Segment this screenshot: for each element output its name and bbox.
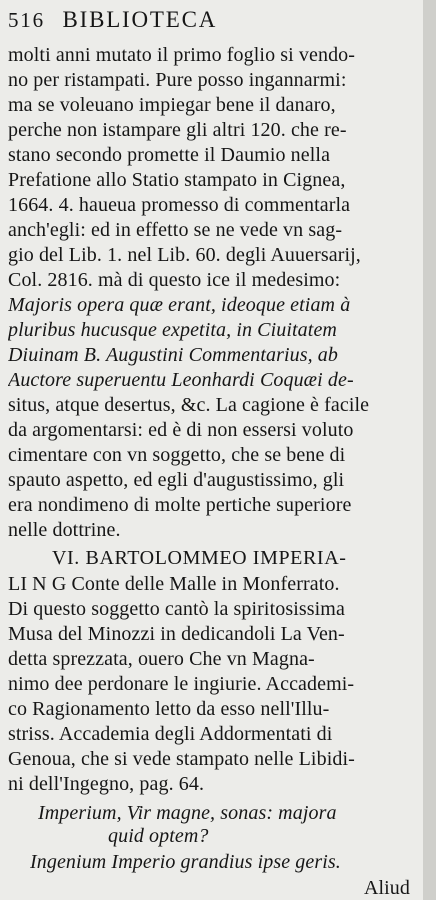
verse-line: Imperium, Vir magne, sonas: majora	[38, 802, 337, 824]
text-line: co Ragionamento letto da esso nell'Illu-	[8, 698, 330, 720]
latin-quote-line: Auctore superuentu Leonhardi Coquæi de-	[8, 369, 354, 391]
text-line: spauto aspetto, ed egli d'augustissimo, gli	[8, 469, 345, 491]
latin-quote-line: Majoris opera quæ erant, ideoque etiam à	[8, 294, 351, 316]
text-line: nelle dottrine.	[8, 519, 121, 541]
text-line: nimo dee perdonare le ingiurie. Accademi-	[8, 673, 355, 695]
text-line: Col. 2816. mà di questo ice il medesimo:	[8, 269, 341, 291]
verse-line: Ingenium Imperio grandius ipse geris.	[30, 851, 341, 873]
text-line: perche non istampare gli altri 120. che re-	[8, 119, 347, 141]
text-line: detta sprezzata, ouero Che vn Magna-	[8, 648, 315, 670]
latin-quote-line: pluribus hucusque expetita, in Ciuitatem	[8, 319, 337, 341]
text-line: Genoua, che si vede stampato nelle Libidi-	[8, 748, 355, 770]
running-header	[8, 8, 436, 32]
text-line: Musa del Minozzi in dedicandoli La Ven-	[8, 623, 345, 645]
verse-line: quid optem?	[108, 825, 209, 847]
text-line: 1664. 4. haueua promesso di commentarla	[8, 194, 351, 216]
text-line: da argomentarsi: ed è di non essersi voluto	[8, 419, 354, 441]
page-number: 516	[8, 8, 45, 32]
text-line: anch'egli: ed in effetto se ne vede vn sag-	[8, 219, 343, 241]
running-title: BIBLIOTECA	[62, 8, 218, 32]
text-line: situs, atque desertus, &c. La cagione è facile	[8, 394, 370, 416]
latin-quote-line: Diuinam B. Augustini Commentarius, ab	[8, 344, 339, 366]
text-line: Di questo soggetto cantò la spiritosissima	[8, 598, 345, 620]
text-line: era nondimeno di molte pertiche superiore	[8, 494, 352, 516]
text-line: cimentare con vn soggetto, che se bene di	[8, 444, 346, 466]
text-line: LI N G Conte delle Malle in Monferrato.	[8, 573, 340, 595]
page-gutter-shadow	[423, 0, 436, 900]
text-line: ni dell'Ingegno, pag. 64.	[8, 773, 205, 795]
catchword: Aliud	[363, 877, 410, 899]
text-line: stano secondo promette il Daumio nella	[8, 144, 331, 166]
text-line: no per ristampati. Pure posso ingannarmi:	[8, 69, 347, 91]
text-line: gio del Lib. 1. nel Lib. 60. degli Auuersarij,	[8, 244, 361, 266]
text-line: striss. Accademia degli Addormentati di	[8, 723, 333, 745]
text-line: Prefatione allo Statio stampato in Cignea,	[8, 169, 346, 191]
text-line: ma se voleuano impiegar bene il danaro,	[8, 94, 336, 116]
text-line: molti anni mutato il primo foglio si vendo-	[8, 44, 356, 66]
section-heading: VI. BARTOLOMMEO IMPERIA-	[52, 547, 347, 569]
